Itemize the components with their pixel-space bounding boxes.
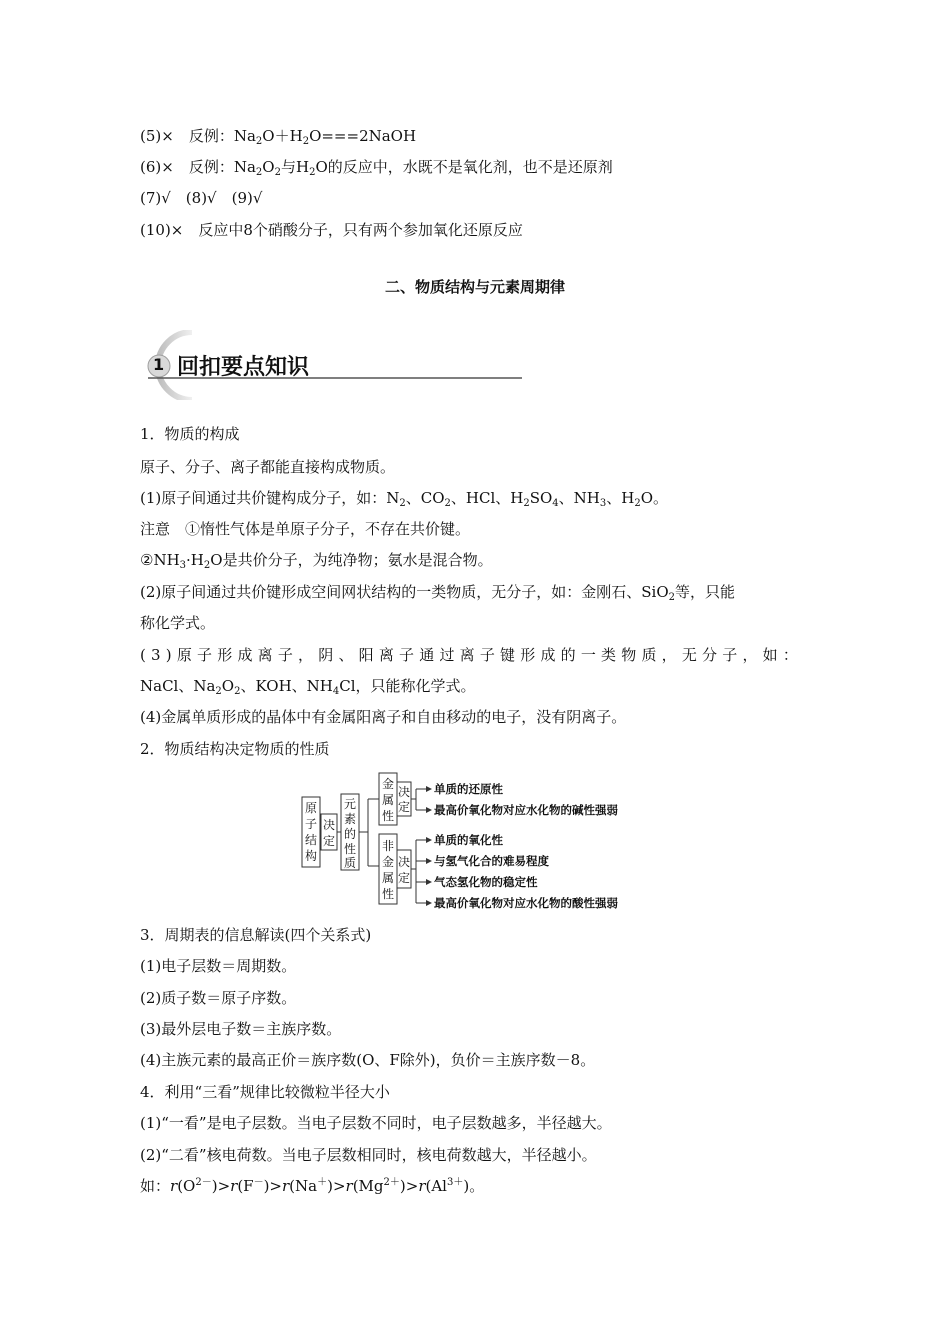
heading-1: 1．物质的构成 (140, 425, 240, 443)
diagram-decide-char: 定 (397, 800, 411, 814)
s3-item: (1)电子层数＝周期数。 (140, 957, 297, 975)
structure-diagram (300, 770, 645, 915)
answer-5: (5)× 反例：$Na_2O+H_2O===2NaOH$ (140, 127, 417, 147)
s1-p3-line2: NaCl、$Na_2O_2$、KOH、$NH_4Cl$，只能称化学式。 (140, 677, 476, 697)
section-banner (140, 330, 525, 400)
diagram-nonmetal-char: 属 (381, 871, 395, 885)
diagram-decide-char: 定 (322, 834, 336, 848)
s1-p1: (1)原子间通过共价键构成分子，如：$N_2$、$CO_2$、HCl、$H_2SO_4$、$NH_3$、$H_2O$。 (140, 489, 669, 509)
s1-note: 注意 ①惰性气体是单原子分子，不存在共价键。 (140, 520, 471, 538)
banner-title: 回扣要点知识 (177, 355, 310, 380)
heading-2: 2．物质结构决定物质的性质 (140, 740, 330, 758)
diagram-element-char: 质 (343, 856, 357, 870)
diagram-element-char: 素 (343, 812, 357, 826)
s1-p3-line1: (3)原子形成离子，阴、阳离子通过离子键形成的一类物质，无分子，如： (140, 646, 804, 664)
diagram-metal-char: 性 (381, 809, 395, 823)
diagram-nonmetal-item: 单质的氧化性 (434, 833, 503, 847)
diagram-nonmetal-item: 与氢气化合的难易程度 (434, 854, 549, 868)
diagram-arrow (426, 858, 432, 864)
section-title: 二、物质结构与元素周期律 (384, 278, 565, 296)
diagram-metal-item: 单质的还原性 (434, 782, 503, 796)
s4-item: (1)“一看”是电子层数。当电子层数不同时，电子层数越多，半径越大。 (140, 1114, 612, 1132)
diagram-arrow (426, 786, 432, 792)
diagram-arrow (426, 837, 432, 843)
diagram-metal-item: 最高价氧化物对应水化物的碱性强弱 (434, 803, 618, 817)
answer-6: (6)× 反例：$Na_2O_2$与$H_2O$的反应中，水既不是氧化剂，也不是还原剂 (140, 158, 613, 178)
s1-p2-line1: (2)原子间通过共价键形成空间网状结构的一类物质，无分子，如：金刚石、SiO$_2$等，只能 (140, 583, 736, 603)
diagram-decide-char: 定 (397, 871, 411, 885)
heading-3: 3．周期表的信息解读(四个关系式) (140, 926, 372, 944)
diagram-nonmetal-item: 最高价氧化物对应水化物的酸性强弱 (434, 896, 618, 910)
diagram-arrow (426, 807, 432, 813)
s1-note2: $②NH_3\cdot H_2O$是共价分子，为纯净物；氨水是混合物。 (140, 551, 493, 571)
diagram-atom-char: 结 (304, 833, 318, 847)
diagram-nonmetal-item: 气态氢化物的稳定性 (434, 875, 538, 889)
s3-item: (3)最外层电子数＝主族序数。 (140, 1020, 342, 1038)
diagram-nonmetal-char: 性 (381, 887, 395, 901)
diagram-metal-char: 金 (381, 777, 395, 791)
s3-item: (2)质子数＝原子序数。 (140, 989, 297, 1007)
diagram-element-char: 的 (343, 827, 357, 841)
diagram-decide-char: 决 (397, 855, 411, 869)
diagram-element-char: 元 (343, 797, 357, 811)
diagram-svg (300, 770, 645, 915)
diagram-decide-char: 决 (397, 785, 411, 799)
banner-number: 1 (153, 355, 165, 374)
diagram-nonmetal-char: 金 (381, 855, 395, 869)
diagram-atom-char: 子 (304, 817, 318, 831)
diagram-nonmetal-char: 非 (381, 839, 395, 853)
s1-p4: (4)金属单质形成的晶体中有金属阳离子和自由移动的电子，没有阴离子。 (140, 708, 627, 726)
diagram-element-char: 性 (343, 842, 357, 856)
answer-7-8-9: (7)√ (8)√ (9)√ (140, 189, 263, 207)
answer-10: (10)× 反应中8个硝酸分子，只有两个参加氧化还原反应 (140, 221, 523, 239)
heading-4: 4．利用“三看”规律比较微粒半径大小 (140, 1083, 390, 1101)
diagram-decide-char: 决 (322, 818, 336, 832)
diagram-atom-char: 构 (304, 849, 318, 863)
diagram-arrow (426, 879, 432, 885)
s3-item: (4)主族元素的最高正价＝族序数(O、F除外)，负价＝主族序数－8。 (140, 1051, 596, 1069)
s4-example: 如：$r(O^{2-})>r(F^-)>r(Na^+)>r(Mg^{2+})>r(Al^{3+})$。 (140, 1177, 485, 1195)
s1-intro: 原子、分子、离子都能直接构成物质。 (140, 458, 396, 476)
s4-item: (2)“二看”核电荷数。当电子层数相同时，核电荷数越大，半径越小。 (140, 1146, 597, 1164)
diagram-atom-char: 原 (304, 801, 318, 815)
diagram-arrow (426, 900, 432, 906)
s1-p2-line2: 称化学式。 (140, 614, 216, 632)
diagram-metal-char: 属 (381, 793, 395, 807)
